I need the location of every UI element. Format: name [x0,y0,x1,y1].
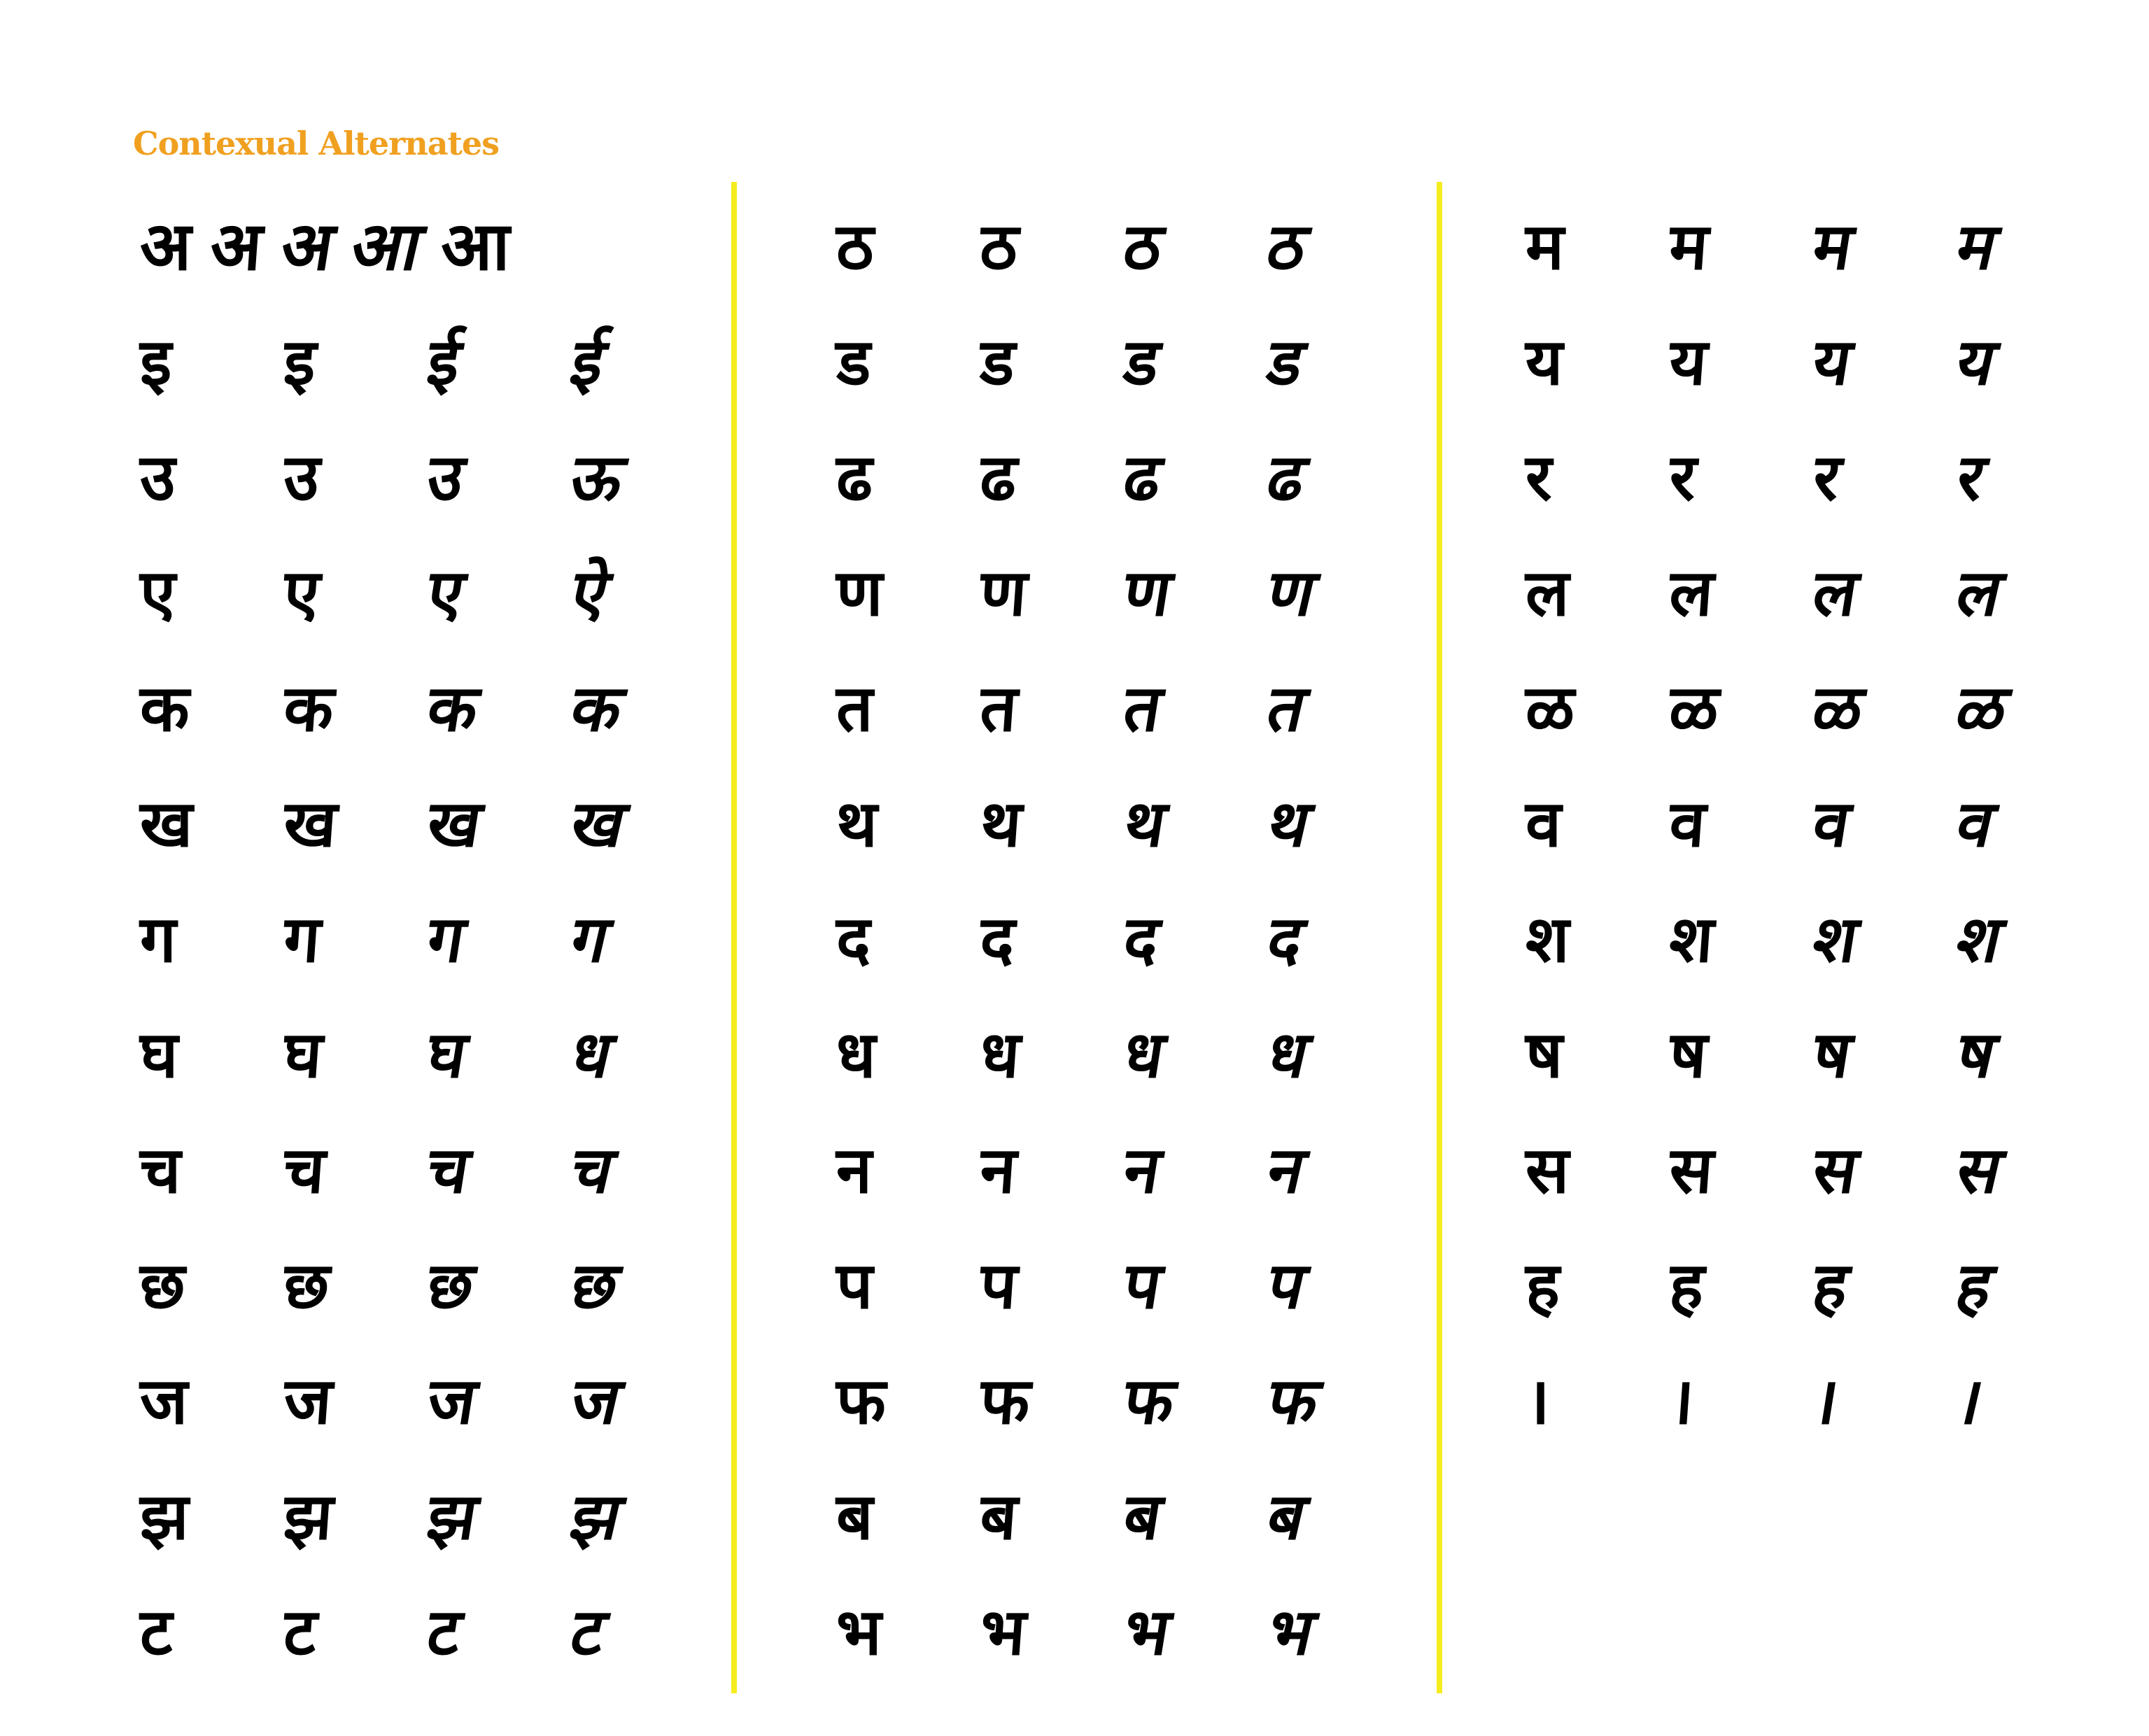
glyph-grid-column-3 [1526,189,2102,1459]
glyph: श [1949,902,2010,977]
glyph: व [1949,786,2003,861]
glyph: ध [563,1017,621,1092]
column-divider-left [731,182,737,1693]
column-divider-right [1437,182,1442,1693]
glyph: । [1949,1364,1992,1439]
page-title: Contexual Alternates [133,125,499,162]
glyph: र [1526,440,1552,515]
glyph: छ [281,1248,332,1323]
glyph: फ [978,1364,1033,1439]
glyph: न [1260,1133,1313,1208]
glyph: ल [1949,556,2010,630]
glyph: स [1526,1133,1570,1208]
glyph: क [281,671,337,746]
glyph: स [1667,1133,1716,1208]
glyph: च [422,1133,475,1208]
glyph: ई [422,325,466,400]
glyph: झ [422,1479,484,1554]
glyph: र [1667,440,1699,515]
glyph: ड [1260,325,1312,400]
glyph: ढ [1260,440,1314,515]
glyph: ळ [1667,671,1721,746]
glyph: ए [281,556,323,630]
glyph: थ [1118,786,1172,861]
glyph: ब [836,1479,873,1554]
glyph: न [836,1133,873,1208]
glyph: द [978,902,1017,977]
glyph: ब [1118,1479,1168,1554]
glyph: ण [978,556,1030,630]
glyph: घ [281,1017,325,1092]
glyph: झ [281,1479,336,1554]
glyph: ड [836,325,871,400]
glyph: उ [281,440,323,515]
glyph: श [1808,902,1864,977]
glyph: । [1526,1364,1550,1439]
glyph: ण [1260,556,1324,630]
glyph-grid-column-1 [140,304,717,1690]
glyph: ई [563,325,613,400]
glyph: फ [1118,1364,1181,1439]
glyph: स [1949,1133,2010,1208]
glyph: ण [836,556,883,630]
glyph: प [978,1248,1020,1323]
glyph: ग [422,902,471,977]
glyph: ह [1808,1248,1854,1323]
glyph: ह [1526,1248,1560,1323]
glyph: ण [1118,556,1178,630]
glyph: त [1118,671,1167,746]
glyph: क [140,671,190,746]
glyph: छ [140,1248,185,1323]
glyph: ज [563,1364,629,1439]
glyph: य [1949,325,2004,400]
glyph: ख [281,786,340,861]
glyph: ऐ [563,556,617,630]
glyph: आ [441,207,510,285]
glyph: ह [1667,1248,1707,1323]
glyph-grid-column-2 [836,189,1413,1690]
glyph: र [1808,440,1847,515]
glyph: ख [422,786,487,861]
glyph: ढ [978,440,1020,515]
glyph: ल [1808,556,1863,630]
glyph: प [1260,1248,1314,1323]
glyph: थ [836,786,878,861]
glyph: च [281,1133,328,1208]
glyph: भ [1118,1595,1176,1670]
glyph: ढ [836,440,873,515]
glyph: ळ [1949,671,2016,746]
glyph: उ [422,440,470,515]
glyph: क [422,671,484,746]
glyph: ध [1260,1017,1317,1092]
glyph: झ [563,1479,630,1554]
glyph: प [1118,1248,1167,1323]
glyph: च [563,1133,622,1208]
glyph: फ [1260,1364,1327,1439]
glyph-row-a-aa [140,189,509,304]
glyph: ज [422,1364,482,1439]
glyph: अ [275,207,340,285]
glyph: ड [978,325,1017,400]
glyph: ठ [1118,209,1168,284]
glyph: ए [422,556,470,630]
glyph: ळ [1526,671,1574,746]
glyph: ष [1526,1017,1563,1092]
glyph: ख [140,786,193,861]
glyph: थ [978,786,1024,861]
glyph: य [1526,325,1563,400]
glyph: ह [1949,1248,2001,1323]
glyph: व [1526,786,1562,861]
glyph: ट [140,1595,173,1670]
glyph: श [1667,902,1717,977]
glyph: ठ [836,209,874,284]
glyph: त [836,671,873,746]
glyph: द [1260,902,1312,977]
glyph: इ [140,325,172,400]
glyph: ढ [1118,440,1167,515]
glyph: ए [140,556,176,630]
glyph: घ [140,1017,178,1092]
glyph: आ [344,207,431,285]
glyph: ठ [1260,209,1315,284]
glyph: क [563,671,631,746]
glyph: त [978,671,1020,746]
glyph: म [1949,209,2006,284]
glyph: द [1118,902,1165,977]
glyph: म [1526,209,1565,284]
glyph: ज [140,1364,188,1439]
glyph: अ [208,207,265,285]
glyph: झ [140,1479,189,1554]
glyph: श [1526,902,1570,977]
glyph: ट [563,1595,614,1670]
glyph: ग [563,902,618,977]
glyph: ग [140,902,176,977]
glyph: ष [1808,1017,1857,1092]
glyph: द [836,902,871,977]
glyph: ष [1949,1017,2004,1092]
glyph: भ [836,1595,882,1670]
glyph: भ [1260,1595,1323,1670]
glyph: ड [1118,325,1165,400]
glyph: । [1808,1364,1845,1439]
glyph: त [1260,671,1314,746]
glyph: ष [1667,1017,1710,1092]
glyph: न [1118,1133,1167,1208]
glyph: ब [978,1479,1020,1554]
glyph: छ [422,1248,479,1323]
glyph: व [1808,786,1856,861]
glyph: अ [140,207,192,285]
glyph: ग [281,902,323,977]
glyph: इ [281,325,318,400]
glyph: ध [836,1017,876,1092]
glyph: न [978,1133,1019,1208]
glyph: ल [1526,556,1570,630]
glyph: घ [422,1017,472,1092]
glyph: ठ [978,209,1021,284]
glyph: उ [140,440,176,515]
glyph: ल [1667,556,1717,630]
glyph: थ [1260,786,1319,861]
glyph: ख [563,786,634,861]
glyph: ट [281,1595,320,1670]
glyph: व [1667,786,1708,861]
glyph: ट [422,1595,467,1670]
glyph: च [140,1133,181,1208]
glyph: ध [1118,1017,1171,1092]
glyph: र [1949,440,1993,515]
glyph: फ [836,1364,886,1439]
glyph: ध [978,1017,1023,1092]
glyph: स [1808,1133,1863,1208]
glyph: प [836,1248,873,1323]
glyph: भ [978,1595,1029,1670]
glyph: य [1808,325,1857,400]
glyph: म [1808,209,1859,284]
glyph: छ [563,1248,626,1323]
glyph: य [1667,325,1710,400]
glyph: ळ [1808,671,1869,746]
glyph: म [1667,209,1711,284]
glyph: ब [1260,1479,1314,1554]
glyph: ज [281,1364,335,1439]
glyph: । [1667,1364,1697,1439]
glyph: ऊ [563,440,632,515]
